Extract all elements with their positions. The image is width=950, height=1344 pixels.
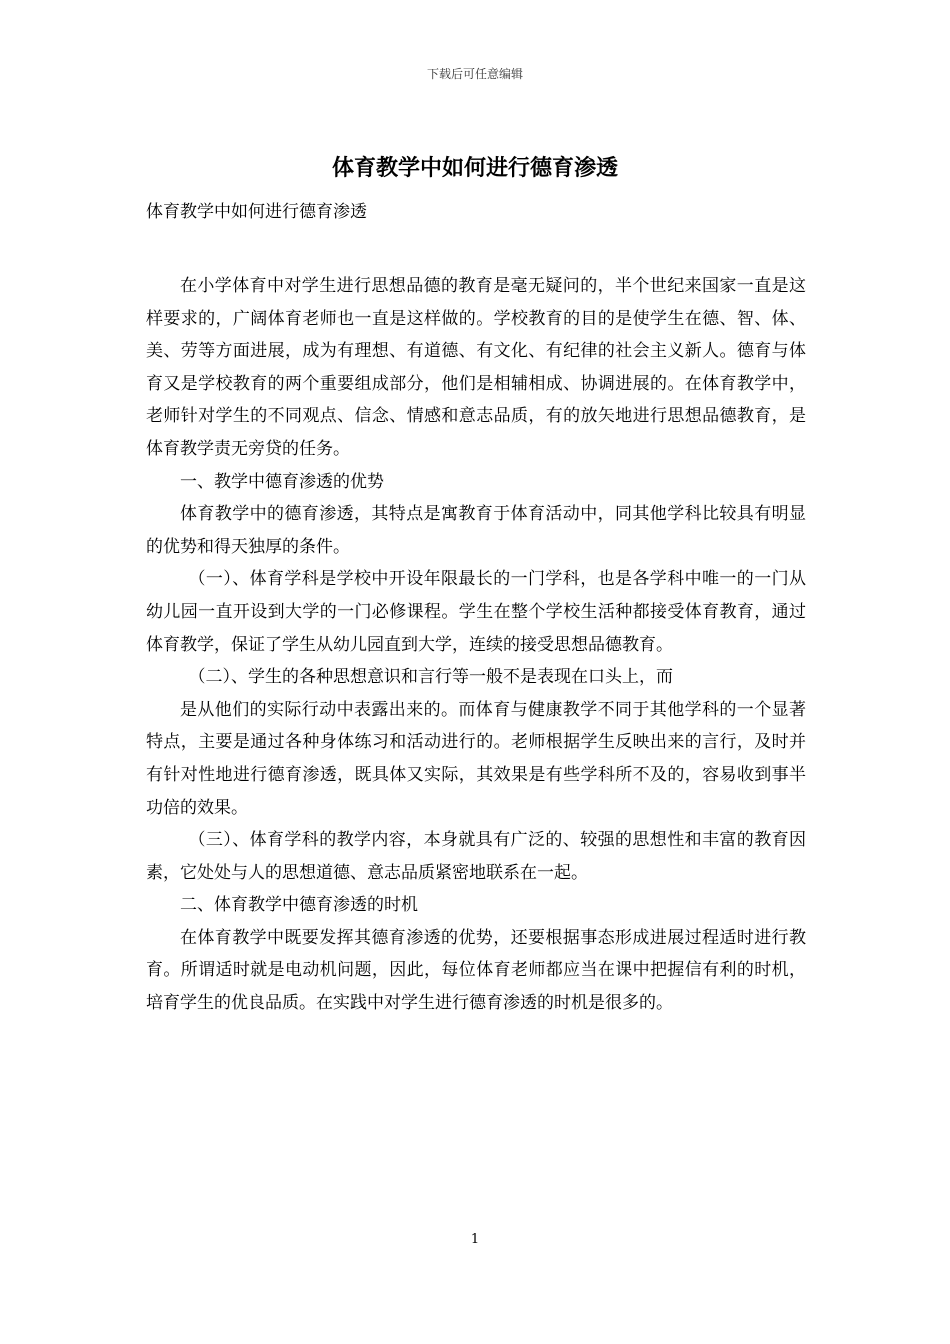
paragraph-point-three: （三）、体育学科的教学内容，本身就具有广泛的、较强的思想性和丰富的教育因素，它处处与人的思想道德、意志品质紧密地联系在一起。	[146, 830, 806, 883]
page-number: 1	[470, 1232, 480, 1247]
paragraph-point-one: （一）、体育学科是学校中开设年限最长的一门学科，也是各学科中唯一的一门从幼儿园一直开设到大学的一门必修课程。学生在整个学校生活种都接受体育教育，通过体育教学，保证了学生从幼儿园直到大学，连续的接受思想品德教育。	[146, 569, 806, 655]
paragraph-advantages: 体育教学中的德育渗透，其特点是寓教育于体育活动中，同其他学科比较具有明显的优势和得天独厚的条件。	[146, 504, 806, 557]
paragraph-intro: 在小学体育中对学生进行思想品德的教育是毫无疑问的，半个世纪来国家一直是这样要求的，广阔体育老师也一直是这样做的。学校教育的目的是使学生在德、智、体、美、劳等方面进展，成为有理想、有道德、有文化、有纪律的社会主义新人。德育与体育又是学校教育的两个重要组成部分，他们是相辅相成、协调进展的。在体育教学中，老师针对学生的不同观点、信念、情感和意志品质，有的放矢地进行思想品德教育，是体育教学责无旁贷的任务。	[146, 276, 806, 459]
document-subtitle: 体育教学中如何进行德育渗透	[146, 202, 367, 222]
paragraph-point-two: （二）、学生的各种思想意识和言行等一般不是表现在口头上，而	[188, 667, 673, 688]
section-heading-advantages: 一、教学中德育渗透的优势	[180, 471, 384, 492]
header-note: 下载后可任意编辑	[426, 67, 523, 81]
section-heading-timing: 二、体育教学中德育渗透的时机	[180, 895, 418, 916]
document-title: 体育教学中如何进行德育渗透	[331, 155, 618, 181]
paragraph-point-two-continued: 是从他们的实际行动中表露出来的。而体育与健康教学不同于其他学科的一个显著特点，主要是通过各种身体练习和活动进行的。老师根据学生反映出来的言行，及时并有针对性地进行德育渗透，既具体又实际，其效果是有些学科所不及的，容易收到事半功倍的效果。	[146, 699, 806, 818]
paragraph-timing: 在体育教学中既要发挥其德育渗透的优势，还要根据事态形成进展过程适时进行教育。所谓适时就是电动机问题，因此，每位体育老师都应当在课中把握信有利的时机，培育学生的优良品质。在实践中对学生进行德育渗透的时机是很多的。	[146, 927, 806, 1014]
document-body	[146, 270, 806, 1020]
